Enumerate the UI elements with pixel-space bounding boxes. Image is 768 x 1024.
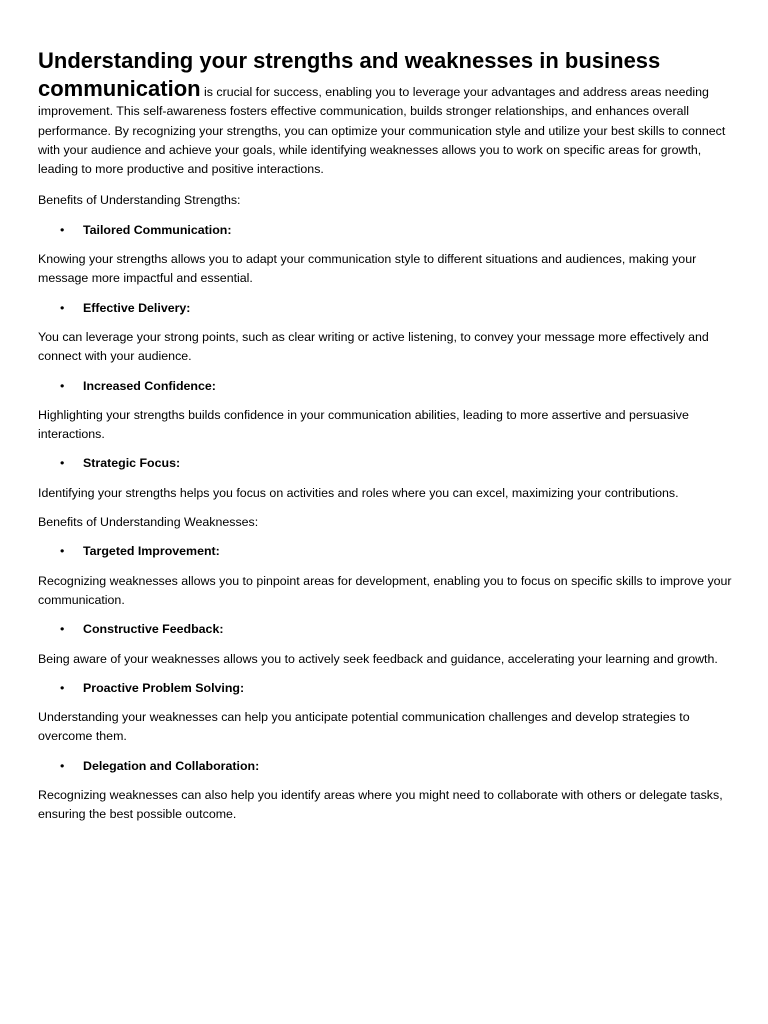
list-item-strength (38, 454, 738, 473)
bullet-icon: • (60, 622, 65, 637)
intro-text: is crucial for success, enabling you to leverage your advantages and address areas needing improvement. This self-awareness fosters effective communication, builds stronger relationships, and enhances overall performance. By recognizing your strengths, you can optimize your communication style and utilize your best skills to connect with your audience and achieve your goals, while identifying weaknesses allows you to work on specific areas for growth, leading to more productive and positive interactions. (38, 85, 726, 177)
list-item-weakness (38, 620, 738, 639)
weaknesses-heading: Benefits of Understanding Weaknesses: (38, 515, 259, 530)
bullet-title: Proactive Problem Solving: (83, 680, 245, 695)
document-page (38, 42, 738, 825)
list-item-strength (38, 221, 738, 240)
bullet-icon: • (60, 222, 65, 237)
list-item-weakness (38, 757, 738, 776)
strengths-heading: Benefits of Understanding Strengths: (38, 193, 241, 208)
bullet-title: Tailored Communication: (83, 222, 232, 237)
weakness-description: Recognizing weaknesses allows you to pinpoint areas for development, enabling you to focus on specific skills to improve your communication. (38, 573, 732, 607)
bullet-icon: • (60, 680, 65, 695)
list-item-weakness (38, 542, 738, 561)
bullet-title: Effective Delivery: (83, 300, 191, 315)
strength-description: You can leverage your strong points, such as clear writing or active listening, to convey your message more effectively and connect with your audience. (38, 329, 709, 364)
bullet-title: Strategic Focus: (83, 456, 181, 471)
document-title: Understanding your strengths and weaknesses in business (38, 48, 661, 73)
bullet-icon: • (60, 758, 65, 773)
bullet-title: Delegation and Collaboration: (83, 758, 260, 773)
list-item-strength (38, 299, 738, 318)
bullet-title: Increased Confidence: (83, 378, 216, 393)
list-item-weakness (38, 679, 738, 698)
weakness-description: Being aware of your weaknesses allows you to actively seek feedback and guidance, accelerating your learning and growth. (38, 651, 718, 666)
bullet-title: Constructive Feedback: (83, 622, 224, 637)
list-item-strength (38, 377, 738, 396)
strength-description: Identifying your strengths helps you focus on activities and roles where you can excel, maximizing your contributions. (38, 485, 679, 500)
bullet-title: Targeted Improvement: (83, 544, 220, 559)
bullet-icon: • (60, 300, 65, 315)
strength-description: Highlighting your strengths builds confidence in your communication abilities, leading to more assertive and persuasive interactions. (38, 407, 689, 442)
intro-paragraph (38, 76, 738, 179)
bullet-icon: • (60, 378, 65, 393)
bullet-icon: • (60, 544, 65, 559)
weakness-description: Recognizing weaknesses can also help you identify areas where you might need to collaborate with others or delegate tasks, ensuring the best possible outcome. (38, 788, 723, 822)
weakness-description: Understanding your weaknesses can help you anticipate potential communication challenges and develop strategies to overcome them. (38, 710, 690, 744)
bullet-icon: • (60, 456, 65, 471)
document-title-continuation: communication (38, 76, 201, 101)
strength-description: Knowing your strengths allows you to adapt your communication style to different situations and audiences, making your message more impactful and essential. (38, 252, 697, 286)
